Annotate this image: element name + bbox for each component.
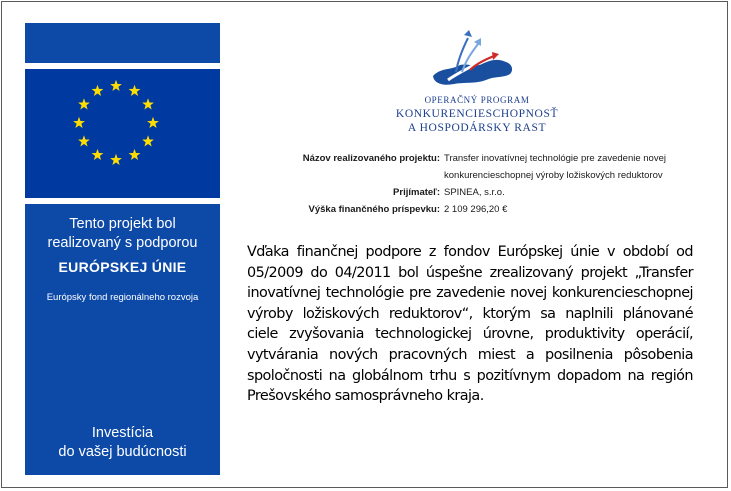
detail-value: SPINEA, s.r.o. — [444, 187, 505, 198]
eu-star-icon — [92, 149, 104, 160]
eu-slogan — [25, 424, 220, 462]
eu-star-icon — [92, 85, 104, 96]
eu-star-icon — [142, 98, 154, 109]
eu-stars-icon — [25, 69, 220, 198]
eu-star-icon — [110, 154, 122, 165]
detail-label: Názov realizovaného projektu: — [302, 153, 440, 164]
eu-star-icon — [129, 85, 141, 96]
program-label: OPERAČNÝ PROGRAM — [424, 95, 530, 105]
eu-union-heading: EURÓPSKEJ ÚNIE — [58, 259, 187, 275]
eu-support-line-1: Tento projekt bol — [69, 216, 176, 232]
eu-top-band — [25, 23, 220, 63]
eu-slogan-line-2: do vašej budúcnosti — [58, 444, 187, 460]
program-name-line-1: KONKURENCIESCHOPNOSŤ — [395, 108, 559, 120]
poster-frame — [1, 1, 728, 488]
eu-star-icon — [78, 98, 90, 109]
program-name-line-2: A HOSPODÁRSKY RAST — [407, 122, 547, 134]
eu-support-line-2: realizovaný s podporou — [47, 235, 198, 251]
op-krah-logo-icon — [428, 24, 518, 94]
eu-fund-name: Európsky fond regionálneho rozvoja — [46, 292, 199, 303]
detail-label: Prijímateľ: — [393, 187, 440, 198]
detail-value: 2 109 296,20 € — [444, 204, 508, 215]
eu-star-icon — [129, 149, 141, 160]
detail-label: Výška finančného príspevku: — [308, 204, 440, 215]
eu-slogan-line-1: Investícia — [91, 425, 154, 441]
eu-star-icon — [78, 135, 90, 146]
eu-star-icon — [73, 117, 85, 128]
detail-value: konkurencieschopnej výroby ložiskových reduktorov — [444, 170, 663, 181]
project-description: Vďaka finančnej podpore z fondov Európskej únie v období od 05/2009 do 04/2011 bol úspešne zrealizovaný projekt „Transfer inovatívnej technológie pre zavedenie novej konkurencieschopnej výroby ložiskových reduktorov“, ktorým sa naplnili plánované ciele zvyšovania technologickej úrovne, produktivity operácií, vytvárania nových pracovných miest a posilnenia pôsobenia spoločnosti na globálnom trhu s pozitívnym dopadom na región Prešovského samosprávneho kraja. — [247, 244, 693, 405]
eu-support-text — [25, 215, 220, 253]
eu-info-panel — [25, 204, 220, 475]
eu-flag — [25, 69, 220, 198]
eu-star-icon — [147, 117, 159, 128]
eu-star-icon — [142, 135, 154, 146]
detail-value: Transfer inovatívnej technológie pre zavedenie novej — [444, 153, 666, 164]
eu-star-icon — [110, 80, 122, 91]
